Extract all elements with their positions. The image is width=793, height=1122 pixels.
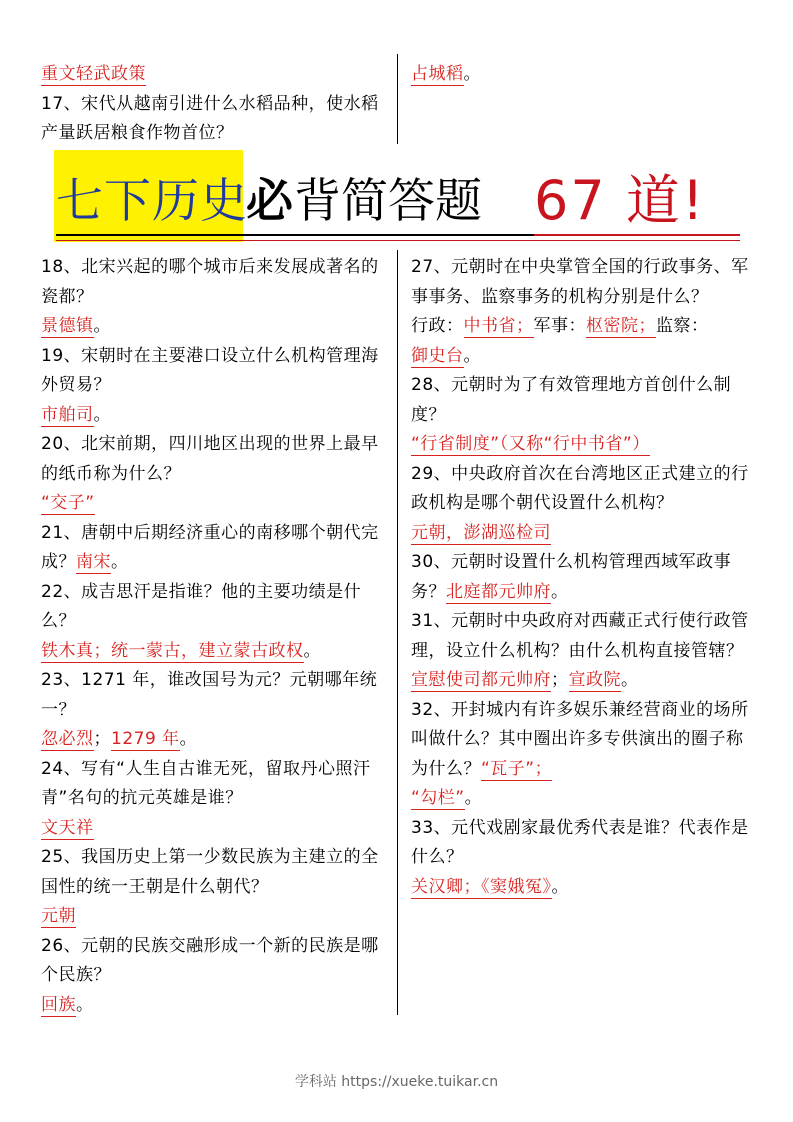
title-banner — [48, 148, 748, 248]
answer-29: 元朝，澎湖巡检司 — [411, 522, 551, 543]
answer-23b: 1279 年 — [111, 729, 180, 749]
answer-25: 元朝 — [41, 906, 76, 926]
answer-27c: 御史台 — [411, 345, 464, 366]
question-25: 25、我国历史上第一少数民族为主建立的全国性的统一王朝是什么朝代？ — [41, 847, 379, 897]
answer-33: 关汉卿；《窦娥冤》 — [411, 876, 552, 897]
main-divider — [397, 250, 398, 1015]
question-30: 30、元朝时设置什么机构管理西域军政事务？北庭都元帅府。 — [411, 552, 732, 602]
answer-19: 市舶司 — [41, 404, 94, 425]
top-divider — [397, 54, 398, 144]
answer-32a: “瓦子”； — [481, 758, 553, 779]
answer-31b: 宣政院 — [568, 670, 621, 690]
top-left-column — [41, 60, 381, 149]
answer-17: 占城稻 — [411, 64, 464, 84]
answer-23a: 忽必烈 — [41, 729, 94, 749]
title-rule-red-1 — [534, 234, 740, 236]
question-18: 18、北宋兴起的哪个城市后来发展成著名的瓷都？ — [41, 257, 379, 307]
answer-26: 回族 — [41, 994, 76, 1015]
question-20: 20、北宋前期，四川地区出现的世界上最早的纸币称为什么？ — [41, 434, 379, 484]
answer-27a: 中书省； — [463, 316, 534, 336]
answer-28: “行省制度”（又称“行中书省”） — [411, 434, 650, 454]
answer-27b: 枢密院； — [586, 316, 656, 336]
question-21: 21、唐朝中后期经济重心的南移哪个朝代完成？南宋。 — [41, 522, 379, 572]
question-28: 28、元朝时为了有效管理地方首创什么制度？ — [411, 375, 732, 425]
question-29: 29、中央政府首次在台湾地区正式建立的行政机构是哪个朝代设置什么机构？ — [411, 463, 749, 513]
title-rule-red-2 — [56, 240, 740, 241]
question-23: 23、1271 年，谁改国号为元？元朝哪年统一？ — [41, 670, 378, 720]
top-right-column: 占城稻。 — [411, 64, 481, 84]
question-19: 19、宋朝时在主要港口设立什么机构管理海外贸易？ — [41, 345, 379, 395]
answer-18: 景德镇 — [41, 316, 94, 336]
answer-32b: “勾栏” — [411, 788, 465, 808]
answer-24: 文天祥 — [41, 817, 94, 838]
title-part2: 必 — [246, 174, 293, 229]
question-27: 27、元朝时在中央掌管全国的行政事务、军事事务、监察事务的机构分别是什么？ — [411, 257, 749, 307]
answer-21: 南宋 — [76, 552, 111, 572]
answer-20: “交子” — [41, 493, 95, 513]
answer-22: 铁木真；统一蒙古，建立蒙古政权 — [41, 640, 304, 661]
question-17: 17、宋代从越南引进什么水稻品种，使水稻产量跃居粮食作物首位？ — [41, 93, 379, 143]
title-rule-black-1 — [56, 234, 534, 236]
left-column: 18、北宋兴起的哪个城市后来发展成著名的瓷都？ 景德镇。 19、宋朝时在主要港口设立什么机构管理海外贸易？ 市舶司。 20、北宋前期，四川地区出现的世界上最早的纸币称为什么？ “交子” 21、唐朝中后期经济重心的南移哪个朝代完成？南宋。 22、成吉思汗是指谁？他的主要功绩是什么？ 铁木真；统一蒙古，建立蒙古政权。 23、1271 年，谁改国号为元？元朝哪年统一？ 忽必烈；1279 年。 24、写有“人生自古谁无死，留取丹心照汗青”名句的抗元英雄是谁？ 文天祥 25、我国历史上第一少数民族为主建立的全国性的统一王朝是什么朝代？ 元朝 26、元朝的民族交融形成一个新的民族是哪个民族？ 回族。 — [41, 253, 381, 1020]
title-part3: 背简答题 — [294, 174, 482, 229]
title-part1: 七下历史 — [56, 174, 248, 229]
title-count: 67 道! — [534, 169, 706, 232]
answer-30: 北庭都元帅府 — [446, 581, 551, 602]
right-column: 27、元朝时在中央掌管全国的行政事务、军事事务、监察事务的机构分别是什么？ 行政：中书省；军事：枢密院；监察： 御史台。 28、元朝时为了有效管理地方首创什么制度？ “行省制度”（又称“行中书省”） 29、中央政府首次在台湾地区正式建立的行政机构是哪个朝代设置什么机构？ 元朝，澎湖巡检司 30、元朝时设置什么机构管理西域军政事务？北庭都元帅府。 31、元朝时中央政府对西藏正式行使行政管理，设立什么机构？由什么机构直接管辖？ 宣慰使司都元帅府；宣政院。 32、开封城内有许多娱乐兼经营商业的场所叫做什么？其中圈出许多专供演出的圈子称为什么？“瓦子”； “勾栏”。 33、元代戏剧家最优秀代表是谁？代表作是什么？ 关汉卿；《窦娥冤》。 — [411, 253, 749, 902]
question-33: 33、元代戏剧家最优秀代表是谁？代表作是什么？ — [411, 817, 749, 867]
answer-31a: 宣慰使司都元帅府 — [411, 670, 551, 690]
question-26: 26、元朝的民族交融形成一个新的民族是哪个民族？ — [41, 935, 379, 985]
footer-source: 学科站 https://xueke.tuikar.cn — [294, 1074, 499, 1090]
answer-16: 重文轻武政策 — [41, 64, 146, 84]
question-32: 32、开封城内有许多娱乐兼经营商业的场所叫做什么？其中圈出许多专供演出的圈子称为什么？“瓦子”； — [411, 699, 749, 779]
question-31: 31、元朝时中央政府对西藏正式行使行政管理，设立什么机构？由什么机构直接管辖？ — [411, 611, 749, 661]
question-22: 22、成吉思汗是指谁？他的主要功绩是什么？ — [41, 581, 362, 631]
question-24: 24、写有“人生自古谁无死，留取丹心照汗青”名句的抗元英雄是谁？ — [41, 758, 371, 808]
